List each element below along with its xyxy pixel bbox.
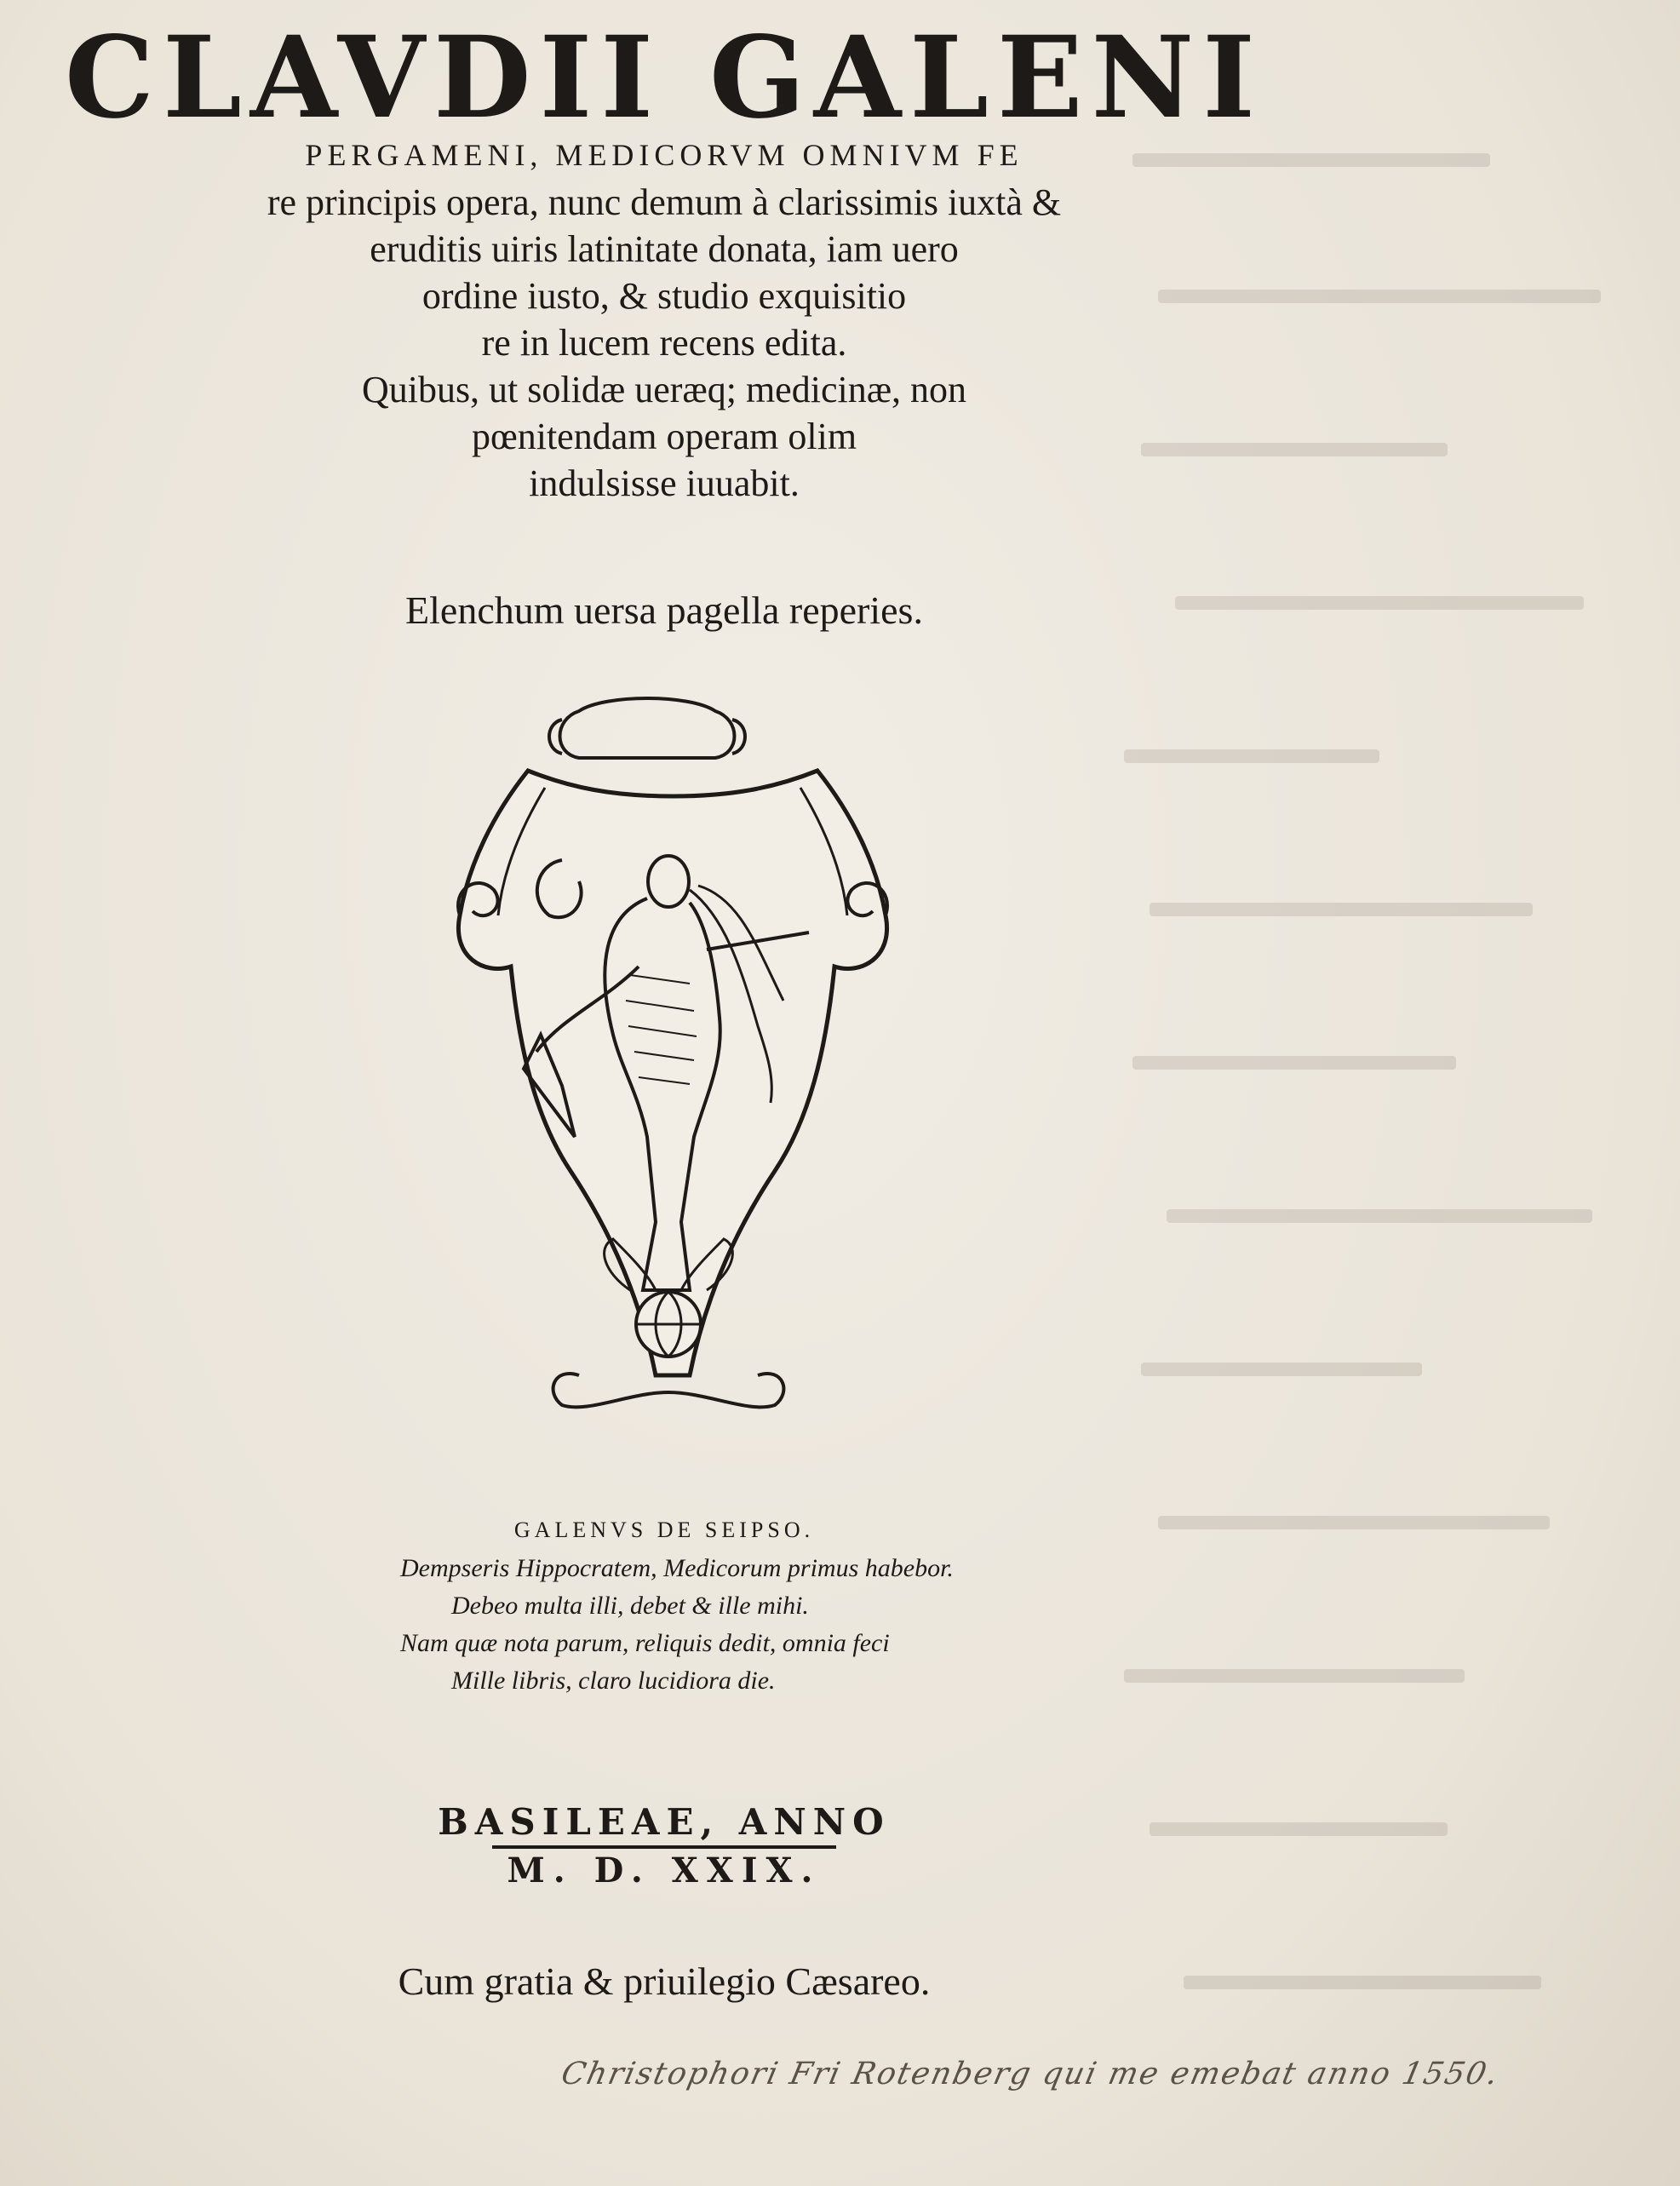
contents-note: Elenchum uersa pagella reperies. xyxy=(405,588,923,632)
book-title: CLAVDII GALENI xyxy=(65,12,1264,144)
inscription-text: Christophori Fri Rotenberg qui me emebat anno 1550. xyxy=(558,2057,1503,2091)
description-block xyxy=(0,179,1328,507)
verse-line: Mille libris, claro lucidiora die. xyxy=(451,1667,776,1695)
description-line: Quibus, ut solidæ ueræq; medicinæ, non xyxy=(361,369,967,410)
description-line: re principis opera, nunc demum à clarissimis iuxtà & xyxy=(267,181,1062,223)
description-line: eruditis uiris latinitate donata, iam uero xyxy=(370,228,959,270)
description-line: re in lucem recens edita. xyxy=(481,322,847,364)
verse-line: Debeo multa illi, debet & ille mihi. xyxy=(451,1592,809,1620)
ownership-inscription xyxy=(558,2035,1516,2129)
privilege-line: Cum gratia & priuilegio Cæsareo. xyxy=(398,1959,931,2003)
verse-line: Nam quæ nota parum, reliquis dedit, omnia feci xyxy=(400,1629,890,1657)
author-subtitle: PERGAMENI, MEDICORVM OMNIVM FE xyxy=(305,138,1023,172)
imprint-year xyxy=(0,1845,1328,1891)
verse-line: Dempseris Hippocratem, Medicorum primus habebor. xyxy=(400,1554,954,1582)
imprint-place: BASILEAE, ANNO xyxy=(438,1801,891,1843)
woodcut-fortuna-emblem-icon xyxy=(434,694,911,1426)
motto-heading: GALENVS DE SEIPSO. xyxy=(513,1518,815,1542)
galen-verses xyxy=(400,1550,962,1700)
description-line: indulsisse iuuabit. xyxy=(529,462,800,504)
imprint-year-text: M. D. XXIX. xyxy=(492,1845,837,1891)
description-line: pœnitendam operam olim xyxy=(471,416,857,457)
description-line: ordine iusto, & studio exquisitio xyxy=(421,275,907,317)
